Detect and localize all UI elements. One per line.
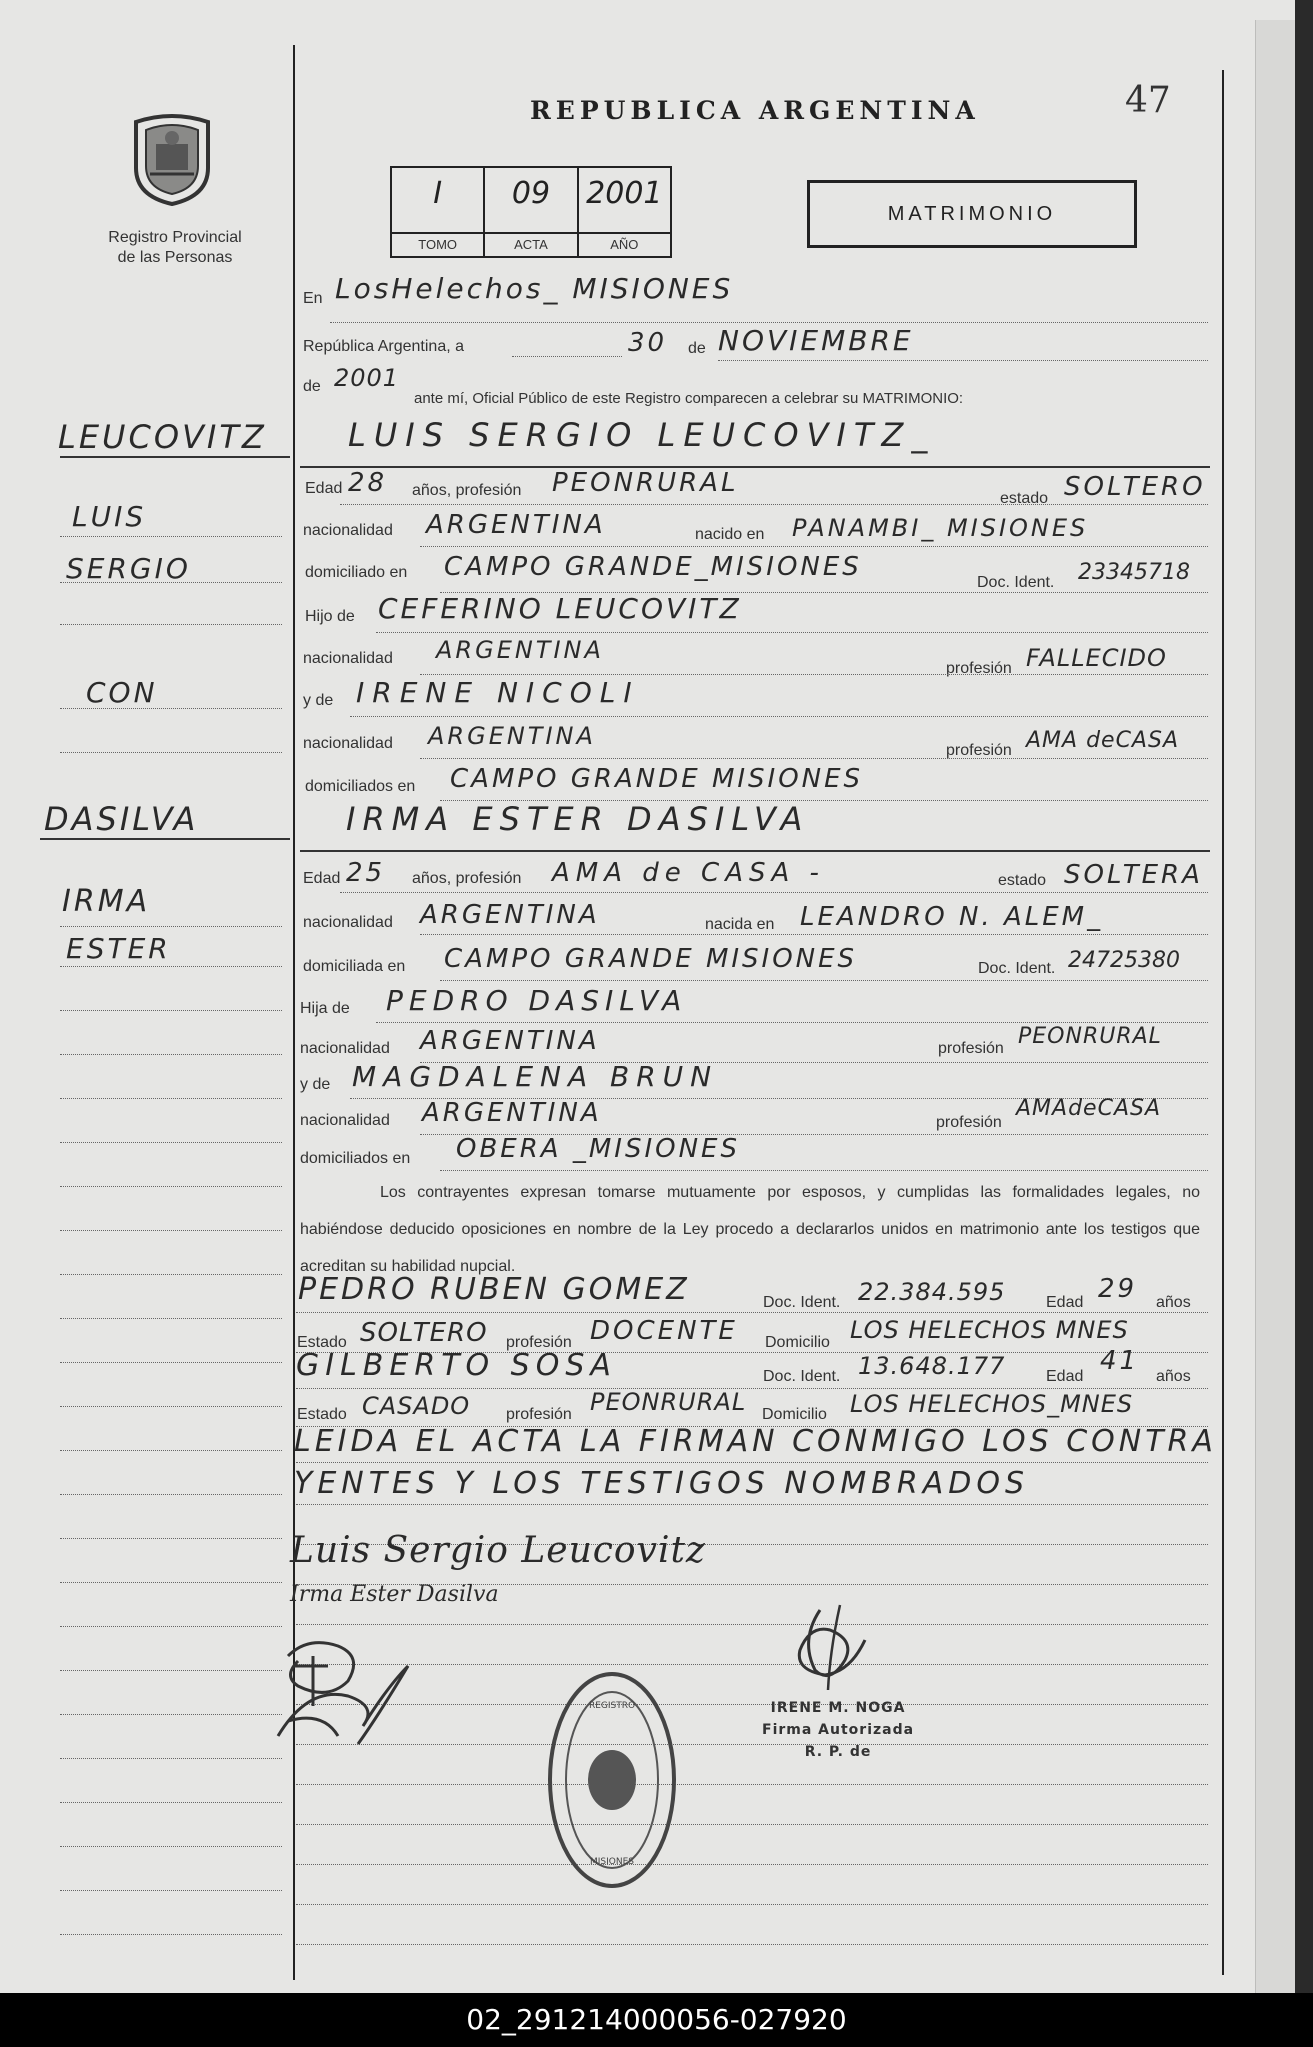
margin-dotted-line xyxy=(60,624,282,625)
groom-age: 28 xyxy=(348,468,388,498)
witness1-anos-label: años xyxy=(1156,1294,1191,1311)
bride-nationality: ARGENTINA xyxy=(420,900,600,930)
tomo-label: TOMO xyxy=(392,232,483,256)
margin-dotted-line xyxy=(60,1010,282,1011)
record-type-box: MATRIMONIO xyxy=(807,180,1137,248)
witness2-profession: PEONRURAL xyxy=(590,1388,747,1416)
bride-profession: AMA de CASA - xyxy=(552,858,825,888)
right-border xyxy=(1222,70,1224,1975)
margin-dotted-line xyxy=(60,1582,282,1583)
dotted-line xyxy=(340,892,1208,893)
dotted-line xyxy=(296,1312,1208,1313)
witness2-civil-status: CASADO xyxy=(362,1392,471,1420)
witness2-profesion-label: profesión xyxy=(506,1406,572,1423)
dotted-line xyxy=(296,1388,1208,1389)
dotted-line xyxy=(330,322,1208,323)
groom-hijo-label: Hijo de xyxy=(305,608,355,625)
en-label: En xyxy=(303,290,323,307)
margin-dotted-line xyxy=(60,1230,282,1231)
dotted-line xyxy=(296,1864,1208,1865)
margin-dotted-line xyxy=(60,1758,282,1759)
place-value: LosHelechos_ MISIONES xyxy=(335,272,734,305)
margin-dotted-line xyxy=(60,1846,282,1847)
margin-dotted-line xyxy=(60,1714,282,1715)
acta-cell xyxy=(485,168,578,256)
groom-mother-profession: AMA deCASA xyxy=(1026,728,1179,753)
groom-anos-label: años, profesión xyxy=(412,482,522,499)
groom-profession: PEONRURAL xyxy=(552,468,739,498)
groom-doc: 23345718 xyxy=(1078,560,1190,585)
margin-dotted-line xyxy=(60,752,282,753)
groom-mother-prof-label: profesión xyxy=(946,742,1012,759)
witness1-profession: DOCENTE xyxy=(590,1316,738,1346)
bride-doc-label: Doc. Ident. xyxy=(978,960,1056,977)
margin-dotted-line xyxy=(60,926,282,927)
margin-dotted-line xyxy=(60,1186,282,1187)
ante-text: ante mí, Oficial Público de este Registro comparecen a celebrar su MATRIMONIO: xyxy=(414,390,964,407)
bride-estado-label: estado xyxy=(998,872,1047,889)
margin-dotted-line xyxy=(60,1670,282,1671)
dotted-line xyxy=(718,360,1208,361)
official-name: IRENE M. NOGA xyxy=(770,1700,906,1716)
de2-label: de xyxy=(303,378,321,395)
dotted-line xyxy=(420,674,1208,675)
witness2-age: 41 xyxy=(1100,1346,1140,1376)
witness1-edad-label: Edad xyxy=(1046,1294,1084,1311)
groom-nationality: ARGENTINA xyxy=(426,510,606,540)
dotted-line xyxy=(296,1624,1208,1625)
dotted-line xyxy=(376,1022,1208,1023)
groom-father-nac-label: nacionalidad xyxy=(303,650,393,667)
witness1-domicilio-label: Domicilio xyxy=(765,1334,830,1351)
dotted-line xyxy=(296,1462,1208,1463)
witness1-estado-label: Estado xyxy=(297,1334,347,1351)
registry-name xyxy=(80,228,270,268)
dotted-line xyxy=(296,1744,1208,1745)
witness1-name: PEDRO RUBEN GOMEZ xyxy=(298,1272,690,1307)
groom-birthplace: PANAMBI_ MISIONES xyxy=(792,514,1089,542)
tomo-value: I xyxy=(433,176,443,211)
margin-dotted-line xyxy=(60,1362,282,1363)
witness2-domicilio-label: Domicilio xyxy=(762,1406,827,1423)
dotted-line xyxy=(296,1944,1208,1945)
country-title: REPUBLICA ARGENTINA xyxy=(530,96,980,125)
ano-cell xyxy=(579,168,670,256)
dotted-line xyxy=(512,356,622,357)
bride-father: PEDRO DASILVA xyxy=(386,984,688,1017)
page-edge xyxy=(1255,20,1295,1993)
svg-text:MISIONES: MISIONES xyxy=(589,1857,635,1867)
republica-label: República Argentina, a xyxy=(303,338,464,355)
bride-domiciliada-label: domiciliada en xyxy=(303,958,406,975)
witness2-estado-label: Estado xyxy=(297,1406,347,1423)
groom-domicile: CAMPO GRANDE_MISIONES xyxy=(444,552,862,582)
groom-nacido-label: nacido en xyxy=(695,526,765,543)
margin-dotted-line xyxy=(60,1494,282,1495)
dotted-line xyxy=(420,758,1208,759)
bride-domicile: CAMPO GRANDE MISIONES xyxy=(444,944,858,974)
groom-full-name: LUIS SERGIO LEUCOVITZ_ xyxy=(348,416,936,454)
month-value: NOVIEMBRE xyxy=(718,324,914,357)
groom-estado-label: estado xyxy=(1000,490,1049,507)
groom-domiciliados-label: domiciliados en xyxy=(305,778,416,795)
scan-id-footer: 02_291214000056-027920 xyxy=(0,1993,1313,2047)
bride-mother-nationality: ARGENTINA xyxy=(422,1098,602,1128)
margin-dotted-line xyxy=(60,1318,282,1319)
margin-dotted-line xyxy=(60,1626,282,1627)
bride-civil-status: SOLTERA xyxy=(1064,860,1203,890)
dotted-line xyxy=(420,934,1208,935)
bride-parents-domicile: OBERA _MISIONES xyxy=(456,1134,740,1164)
bride-full-name: IRMA ESTER DASILVA xyxy=(346,800,810,838)
acta-value: 09 xyxy=(511,176,551,211)
witness1-doc-label: Doc. Ident. xyxy=(763,1294,841,1311)
margin-bride-surname: DASILVA xyxy=(44,800,199,838)
bride-mother-profession: AMAdeCASA xyxy=(1016,1096,1162,1121)
witness1-age: 29 xyxy=(1098,1274,1138,1304)
margin-solid-line xyxy=(40,838,290,840)
bride-father-prof-label: profesión xyxy=(938,1040,1004,1057)
dotted-line xyxy=(296,1904,1208,1905)
groom-nacionalidad-label: nacionalidad xyxy=(303,522,393,539)
official-title: Firma Autorizada xyxy=(762,1722,915,1738)
margin-dotted-line xyxy=(60,1890,282,1891)
dotted-line xyxy=(296,1704,1208,1705)
registry-line-2: de las Personas xyxy=(117,249,233,266)
official-block xyxy=(762,1697,914,1763)
margin-dotted-line xyxy=(60,1934,282,1935)
page-number: 47 xyxy=(1125,80,1171,121)
svg-text:REGISTRO: REGISTRO xyxy=(588,1701,636,1711)
official-office: R. P. de xyxy=(804,1744,872,1760)
margin-solid-line xyxy=(60,456,290,458)
bride-nacida-label: nacida en xyxy=(705,916,775,933)
groom-father-nationality: ARGENTINA xyxy=(436,636,604,664)
dotted-line xyxy=(420,546,1208,547)
registry-line-1: Registro Provincial xyxy=(108,229,242,246)
ano-value: 2001 xyxy=(586,176,663,211)
witness2-doc: 13.648.177 xyxy=(858,1352,1006,1380)
bride-domiciliados-label: domiciliados en xyxy=(300,1150,411,1167)
dotted-line xyxy=(296,1504,1208,1505)
margin-groom-given1: LUIS xyxy=(72,500,147,533)
tomo-cell xyxy=(392,168,485,256)
margin-dotted-line xyxy=(60,1274,282,1275)
witness2-edad-label: Edad xyxy=(1046,1368,1084,1385)
day-value: 30 xyxy=(628,328,668,358)
bride-nacionalidad-label: nacionalidad xyxy=(303,914,393,931)
margin-bride-given1: IRMA xyxy=(62,884,151,919)
dotted-line xyxy=(296,1784,1208,1785)
bride-birthplace: LEANDRO N. ALEM_ xyxy=(800,902,1104,932)
groom-doc-label: Doc. Ident. xyxy=(977,574,1055,591)
groom-parents-domicile: CAMPO GRANDE MISIONES xyxy=(450,764,864,794)
bride-mother-prof-label: profesión xyxy=(936,1114,1002,1131)
witness2-name: GILBERTO SOSA xyxy=(296,1348,617,1383)
groom-yde-label: y de xyxy=(303,692,334,709)
margin-dotted-line xyxy=(60,536,282,537)
witness1-profesion-label: profesión xyxy=(506,1334,572,1351)
bride-yde-label: y de xyxy=(300,1076,331,1093)
bride-doc: 24725380 xyxy=(1068,948,1180,973)
margin-dotted-line xyxy=(60,1054,282,1055)
bride-mother-nac-label: nacionalidad xyxy=(300,1112,390,1129)
dotted-line xyxy=(350,716,1208,717)
closing-line-2: YENTES Y LOS TESTIGOS NOMBRADOS xyxy=(294,1466,1030,1501)
bride-age: 25 xyxy=(346,858,386,888)
bride-hija-label: Hija de xyxy=(300,1000,350,1017)
bride-father-nac-label: nacionalidad xyxy=(300,1040,390,1057)
dotted-line xyxy=(440,1170,1208,1171)
section-solid-line xyxy=(300,466,1210,468)
witness1-domicile: LOS HELECHOS MNES xyxy=(850,1316,1129,1344)
groom-father-prof-label: profesión xyxy=(946,660,1012,677)
groom-signature: Luis Sergio Leucovitz xyxy=(290,1530,706,1571)
declaration-text: Los contrayentes expresan tomarse mutuamente por esposos, y cumplidas las formalidades legales, no habiéndose deducido oposiciones en nombre de la Ley procedo a declararlos unidos en matrimonio ante los testigos que acreditan su habilidad nupcial. xyxy=(300,1184,1200,1275)
dotted-line xyxy=(296,1824,1208,1825)
bride-edad-label: Edad xyxy=(303,870,341,887)
groom-mother: IRENE NICOLI xyxy=(356,676,640,709)
acta-label: ACTA xyxy=(485,232,576,256)
groom-mother-nationality: ARGENTINA xyxy=(428,722,596,750)
margin-dotted-line xyxy=(60,1450,282,1451)
margin-groom-surname: LEUCOVITZ xyxy=(58,418,267,456)
witness1-civil-status: SOLTERO xyxy=(360,1318,488,1348)
groom-domiciliado-label: domiciliado en xyxy=(305,564,408,581)
margin-dotted-line xyxy=(60,966,282,967)
year-value: 2001 xyxy=(334,364,400,392)
bride-father-nationality: ARGENTINA xyxy=(420,1026,600,1056)
dotted-line xyxy=(340,504,1208,505)
bride-father-profession: PEONRURAL xyxy=(1018,1024,1162,1049)
dotted-line xyxy=(376,632,1208,633)
section-solid-line xyxy=(300,850,1210,852)
witness2-domicile: LOS HELECHOS_MNES xyxy=(850,1390,1134,1418)
margin-dotted-line xyxy=(60,1098,282,1099)
margin-bride-given2: ESTER xyxy=(66,932,171,965)
witness2-anos-label: años xyxy=(1156,1368,1191,1385)
provincial-crest-icon xyxy=(126,108,218,208)
margin-dotted-line xyxy=(60,1406,282,1407)
acta-reference-box xyxy=(390,166,672,258)
groom-father: CEFERINO LEUCOVITZ xyxy=(378,592,742,625)
bride-anos-label: años, profesión xyxy=(412,870,522,887)
de-label: de xyxy=(688,340,706,357)
margin-groom-given2: SERGIO xyxy=(66,552,191,585)
witness-signature-scribbles xyxy=(268,1626,428,1756)
bride-mother: MAGDALENA BRUN xyxy=(352,1060,719,1093)
bride-signature: Irma Ester Dasilva xyxy=(290,1582,499,1607)
margin-dotted-line xyxy=(60,1538,282,1539)
margin-con: CON xyxy=(86,676,158,709)
groom-civil-status: SOLTERO xyxy=(1064,472,1206,502)
ano-label: AÑO xyxy=(579,232,670,256)
groom-mother-nac-label: nacionalidad xyxy=(303,735,393,752)
dotted-line xyxy=(440,980,1208,981)
margin-dotted-line xyxy=(60,1142,282,1143)
margin-dotted-line xyxy=(60,708,282,709)
dotted-line xyxy=(296,1664,1208,1665)
official-seal-stamp xyxy=(545,1668,680,1893)
witness2-doc-label: Doc. Ident. xyxy=(763,1368,841,1385)
groom-edad-label: Edad xyxy=(305,480,343,497)
margin-dotted-line xyxy=(60,582,282,583)
closing-line-1: LEIDA EL ACTA LA FIRMAN CONMIGO LOS CONTRA xyxy=(294,1424,1217,1459)
margin-dotted-line xyxy=(60,1802,282,1803)
official-signature-scribble xyxy=(770,1600,890,1695)
groom-father-profession: FALLECIDO xyxy=(1026,644,1167,672)
witness1-doc: 22.384.595 xyxy=(858,1278,1006,1306)
